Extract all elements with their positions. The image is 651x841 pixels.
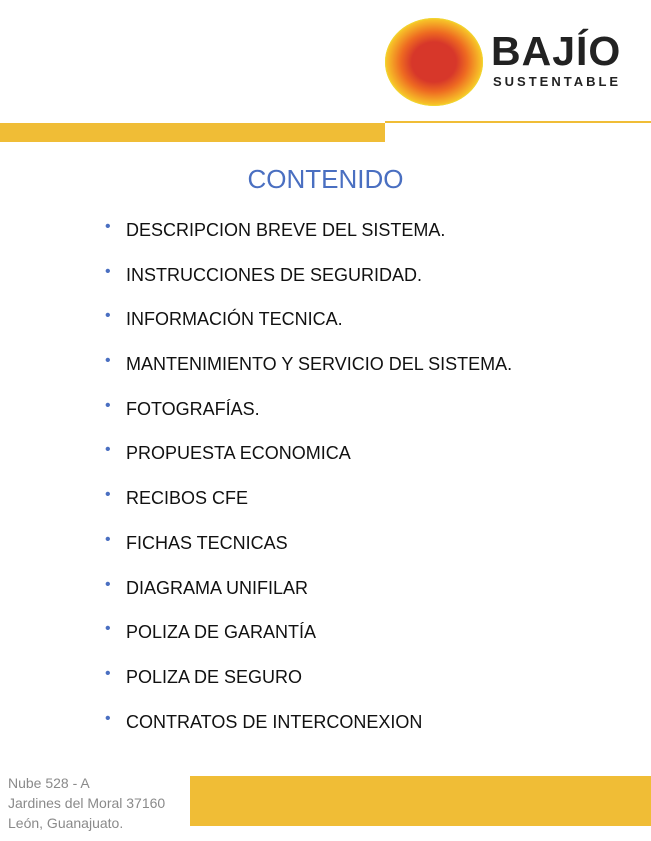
bullet-icon: • xyxy=(105,441,111,459)
list-item-label: INSTRUCCIONES DE SEGURIDAD. xyxy=(126,264,423,285)
bullet-icon: • xyxy=(105,530,111,548)
contents-list xyxy=(105,216,512,752)
bullet-icon: • xyxy=(105,218,111,235)
list-item xyxy=(105,395,512,440)
bullet-icon: • xyxy=(105,575,111,593)
list-item xyxy=(105,708,512,753)
list-item xyxy=(105,216,512,261)
list-item-label: POLIZA DE GARANTÍA xyxy=(126,622,317,643)
list-item-label: PROPUESTA ECONOMICA xyxy=(126,443,351,464)
sun-logo-icon xyxy=(385,18,483,106)
footer-accent-bar xyxy=(190,776,651,826)
bullet-icon: • xyxy=(105,352,111,370)
list-item-label: FICHAS TECNICAS xyxy=(126,532,288,553)
list-item xyxy=(105,350,512,395)
list-item xyxy=(105,305,512,350)
list-item xyxy=(105,484,512,529)
bullet-icon: • xyxy=(105,396,111,414)
list-item-label: POLIZA DE SEGURO xyxy=(126,666,303,687)
list-item-label: RECIBOS CFE xyxy=(126,488,249,509)
logo-tagline: SUSTENTABLE xyxy=(493,74,622,89)
bullet-icon: • xyxy=(105,307,111,325)
list-item-label: CONTRATOS DE INTERCONEXION xyxy=(126,711,423,732)
list-item xyxy=(105,261,512,306)
list-item xyxy=(105,439,512,484)
list-item-label: INFORMACIÓN TECNICA. xyxy=(126,309,343,330)
bullet-icon: • xyxy=(105,262,111,280)
list-item xyxy=(105,529,512,574)
list-item xyxy=(105,663,512,708)
bullet-icon: • xyxy=(105,486,111,504)
header-accent-bar xyxy=(0,123,385,142)
list-item-label: DIAGRAMA UNIFILAR xyxy=(126,577,309,598)
address-line: Jardines del Moral 37160 xyxy=(8,795,166,811)
page-title: CONTENIDO xyxy=(247,164,404,194)
list-item xyxy=(105,618,512,663)
bullet-icon: • xyxy=(105,664,111,682)
address-line: Nube 528 - A xyxy=(8,775,90,791)
header-divider-line xyxy=(385,121,651,123)
logo-name: BAJÍO xyxy=(491,28,622,74)
company-logo xyxy=(385,18,651,108)
footer-address xyxy=(8,773,165,833)
list-item-label: DESCRIPCION BREVE DEL SISTEMA. xyxy=(126,220,446,240)
list-item-label: MANTENIMIENTO Y SERVICIO DEL SISTEMA. xyxy=(126,354,513,375)
list-item xyxy=(105,574,512,619)
bullet-icon: • xyxy=(105,709,111,727)
list-item-label: FOTOGRAFÍAS. xyxy=(126,398,260,419)
address-line: León, Guanajuato. xyxy=(8,815,124,831)
bullet-icon: • xyxy=(105,620,111,638)
